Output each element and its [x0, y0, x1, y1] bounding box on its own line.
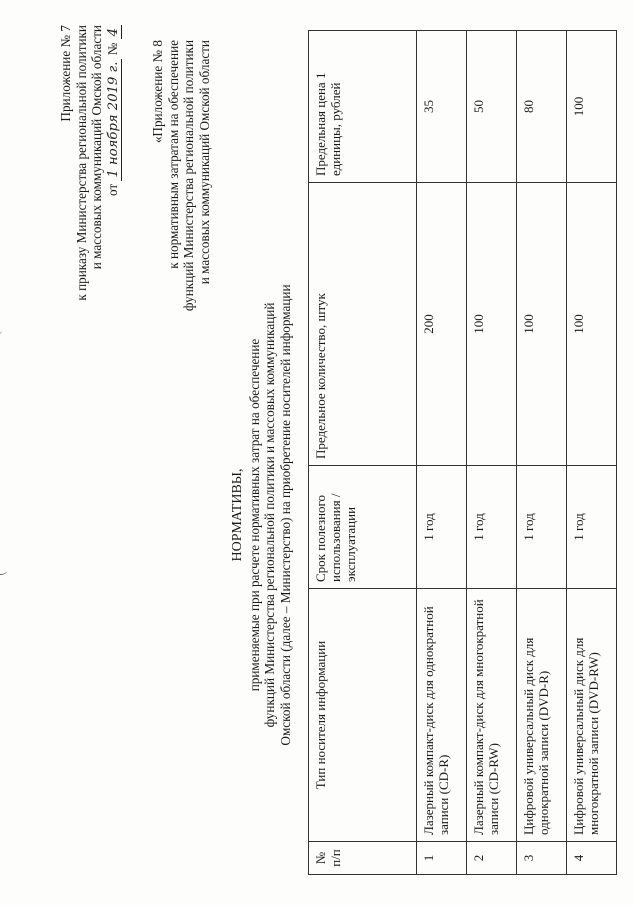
number-label: № [104, 42, 120, 56]
document-title: НОРМАТИВЫ, [230, 468, 245, 562]
handwritten-number: 4 [106, 25, 123, 39]
appendix-7-title: Приложение № 7 [58, 25, 73, 122]
cell-term: 1 год [567, 466, 617, 589]
document-heading [230, 155, 293, 875]
heading-line: функций Министерства региональной политики и массовых коммуникаций [262, 302, 277, 728]
handwritten-date: 1 ноября 2019 г. [106, 59, 123, 181]
appendix-8-title: «Приложение № 8 [150, 40, 165, 144]
scan-mark [0, 326, 2, 335]
table-row [467, 31, 517, 875]
cell-type: Цифровой универсальный диск для многократной записи (DVD-RW) [567, 589, 617, 842]
appendix-8-header [150, 40, 212, 480]
cell-term: 1 год [417, 466, 467, 589]
cell-qty: 100 [467, 183, 517, 466]
cell-num: 3 [517, 842, 567, 875]
heading-line: применяемые при расчете нормативных затрат на обеспечение [246, 338, 262, 692]
cell-price: 50 [467, 31, 517, 183]
cell-qty: 100 [567, 183, 617, 466]
cell-qty: 200 [417, 183, 467, 466]
cell-qty: 100 [517, 183, 567, 466]
header-type: Тип носителя информации [309, 589, 417, 842]
appendix-7-line: и массовых коммуникаций Омской области [89, 25, 104, 270]
table-body [417, 31, 617, 875]
table-row [567, 31, 617, 875]
appendix-8-line: к нормативным затратам на обеспечение [165, 40, 181, 269]
cell-type: Лазерный компакт-диск для многократной записи (CD-RW) [467, 589, 517, 842]
cell-type: Лазерный компакт-диск для однократной записи (CD-R) [417, 589, 467, 842]
scan-mark [0, 566, 7, 575]
cell-price: 80 [517, 31, 567, 183]
header-term: Срок полезного использования / эксплуатации [309, 466, 417, 589]
cell-price: 100 [567, 31, 617, 183]
cell-num: 1 [417, 842, 467, 875]
appendix-8-line: и массовых коммуникаций Омской области [196, 40, 212, 285]
appendix-8-line: функций Министерства региональной политики [181, 40, 196, 312]
table-header-row [309, 31, 417, 875]
appendix-7-line: к приказу Министерства региональной политики [73, 25, 89, 301]
cell-type: Цифровой универсальный диск для однократной записи (DVD-R) [517, 589, 567, 842]
table-row [517, 31, 567, 875]
table-row [417, 31, 467, 875]
norms-table [308, 30, 617, 875]
header-price: Предельная цена 1 единицы, рублей [309, 31, 417, 183]
cell-term: 1 год [467, 466, 517, 589]
cell-term: 1 год [517, 466, 567, 589]
header-qty: Предельное количество, штук [309, 183, 417, 466]
appendix-7-date-line [105, 25, 123, 495]
cell-num: 4 [567, 842, 617, 875]
appendix-7-header [58, 25, 122, 495]
date-prefix: от [104, 183, 120, 197]
heading-line: Омской области (далее – Министерство) на приобретение носителей информации [277, 284, 293, 746]
cell-price: 35 [417, 31, 467, 183]
cell-num: 2 [467, 842, 517, 875]
header-num: № п/п [309, 842, 417, 875]
